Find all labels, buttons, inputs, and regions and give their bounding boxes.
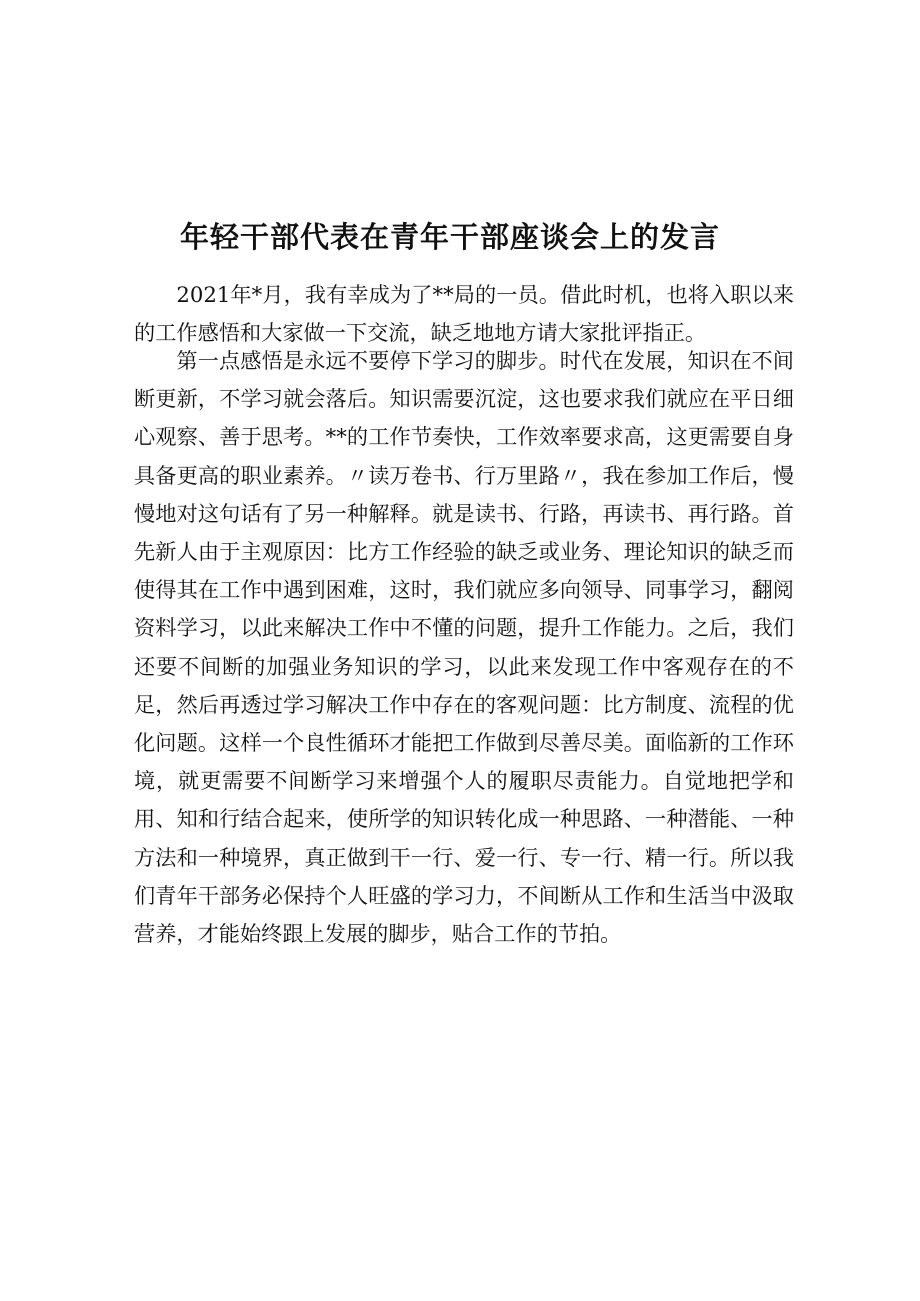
paragraph-first-insight: 第一点感悟是永远不要停下学习的脚步。时代在发展，知识在不间断更新，不学习就会落后。知识需要沉淀，这也要求我们就应在平日细心观察、善于思考。**的工作节奏快，工作效率要求高，这更需要自身具备更高的职业素养。〃读万卷书、行万里路〃，我在参加工作后，慢慢地对这句话有了另一种解释。就是读书、行路，再读书、再行路。首先新人由于主观原因：比方工作经验的缺乏或业务、理论知识的缺乏而使得其在工作中遇到困难，这时，我们就应多向领导、同事学习，翻阅资料学习，以此来解决工作中不懂的问题，提升工作能力。之后，我们还要不间断的加强业务知识的学习，以此来发现工作中客观存在的不足，然后再透过学习解决工作中存在的客观问题：比方制度、流程的优化问题。这样一个良性循环才能把工作做到尽善尽美。面临新的工作环境，就更需要不间断学习来增强个人的履职尽责能力。自觉地把学和用、知和行结合起来，使所学的知识转化成一种思路、一种潜能、一种方法和一种境界，真正做到干一行、爱一行、专一行、精一行。所以我们青年干部务必保持个人旺盛的学习力，不间断从工作和生活当中汲取营养，才能始终跟上发展的脚步，贴合工作的节拍。 [134,348,794,947]
document-title: 年轻干部代表在青年干部座谈会上的发言 [179,220,720,254]
paragraph-intro: 2021年*月，我有幸成为了**局的一员。借此时机，也将入职以来的工作感悟和大家做一下交流，缺乏地地方请大家批评指正。 [134,282,794,346]
